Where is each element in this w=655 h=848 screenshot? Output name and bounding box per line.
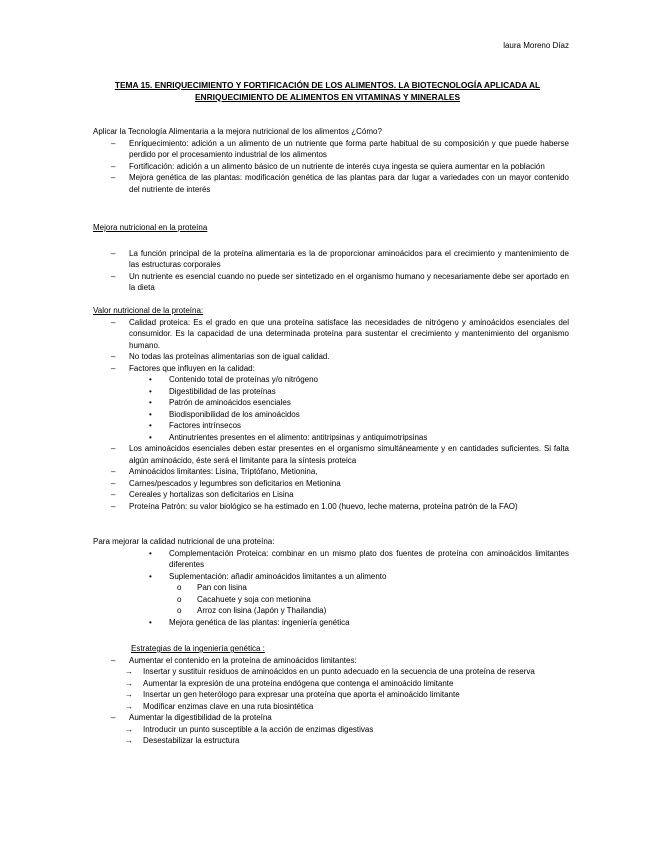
dash-marker: – bbox=[111, 248, 116, 258]
dash-marker: – bbox=[111, 138, 116, 148]
circle-marker: o bbox=[177, 583, 182, 592]
section-heading: Valor nutricional de la proteína: bbox=[93, 306, 204, 315]
circle-marker: o bbox=[177, 606, 182, 615]
list-item: – Carnes/pescados y legumbres son deficitarios en Metionina bbox=[111, 478, 341, 488]
factor-item: • Contenido total de proteínas y/o nitrógeno bbox=[149, 375, 318, 384]
dash-marker: – bbox=[111, 490, 116, 499]
bullet-item: • Complementación Proteica: combinar en un mismo plato dos fuentes de proteína con aminoácidos limitantes diferentes bbox=[149, 548, 569, 569]
list-item: – Cereales y hortalizas son deficitarios en Lisina bbox=[111, 490, 294, 499]
dash-marker: – bbox=[111, 713, 116, 722]
list-item: – Un nutriente es esencial cuando no puede ser sintetizado en el organismo humano y necesariamente debe ser aportado en la dieta bbox=[111, 271, 569, 292]
arrow-item: → Modificar enzimas clave en una ruta biosintética bbox=[125, 701, 314, 711]
dash-marker: – bbox=[111, 271, 116, 281]
dash-marker: – bbox=[111, 501, 116, 511]
dash-marker: – bbox=[111, 478, 116, 488]
list-item: – Proteína Patrón: su valor biológico se ha estimado en 1.00 (huevo, leche materna, proteína patrón de la FAO) bbox=[111, 501, 518, 511]
sub-item: o Cacahuete y soja con metionina bbox=[177, 594, 311, 604]
bullet-marker: • bbox=[149, 409, 152, 419]
arrow-icon: → bbox=[125, 724, 133, 734]
arrow-item: → Insertar y sustituir residuos de aminoácidos en un punto adecuado en la secuencia de una proteína de reserva bbox=[125, 667, 535, 676]
section-heading: Estrategias de la ingeniería genética : bbox=[131, 644, 265, 653]
section-valor-nutricional bbox=[93, 305, 569, 512]
circle-marker: o bbox=[177, 594, 182, 604]
list-item: – No todas las proteínas alimentarias son de igual calidad. bbox=[111, 352, 330, 361]
factor-item: • Antinutrientes presentes en el alimento: antitripsinas y antiquimotripsinas bbox=[149, 432, 428, 442]
bullet-marker: • bbox=[149, 398, 152, 407]
list-item: – Aumentar el contenido en la proteína de aminoácidos limitantes: bbox=[111, 655, 357, 665]
list-item: – Enriquecimiento: adición a un alimento de un nutriente que forma parte habitual de su composición y que puede haberse perdido por el procesamiento industrial de los alimentos bbox=[111, 138, 569, 159]
sub-item: o Arroz con lisina (Japón y Thailandia) bbox=[177, 606, 327, 615]
section-mejorar-calidad bbox=[93, 536, 569, 628]
arrow-icon: → bbox=[125, 736, 133, 745]
bullet-item: • Suplementación: añadir aminoácidos limitantes a un alimento bbox=[149, 571, 387, 581]
list-item: – Aumentar la digestibilidad de la proteína bbox=[111, 713, 272, 722]
author-name: laura Moreno Díaz bbox=[503, 41, 569, 50]
arrow-item: → Introducir un punto susceptible a la acción de enzimas digestivas bbox=[125, 724, 374, 734]
bullet-marker: • bbox=[149, 548, 152, 558]
bullet-marker: • bbox=[149, 375, 152, 384]
arrow-item: → Desestabilizar la estructura bbox=[125, 736, 240, 745]
dash-marker: – bbox=[111, 173, 116, 182]
list-item: – La función principal de la proteína alimentaria es la de proporcionar aminoácidos para el crecimiento y mantenimiento de las estructuras corporales bbox=[111, 248, 569, 269]
dash-marker: – bbox=[111, 317, 116, 327]
bullet-marker: • bbox=[149, 617, 152, 627]
dash-marker: – bbox=[111, 444, 116, 453]
list-item: – Calidad proteica: Es el grado en que una proteína satisface las necesidades de nitrógeno y aminoácidos esenciales del consumidor. Es la capacidad de una determinada proteína para sustentar el crecimiento y mantenimiento del organismo humano. bbox=[111, 317, 569, 350]
title-line: ENRIQUECIMIENTO DE ALIMENTOS EN VITAMINAS Y MINERALES bbox=[194, 91, 461, 102]
arrow-icon: → bbox=[125, 667, 133, 676]
bullet-marker: • bbox=[149, 386, 152, 396]
factor-item: • Factores intrínsecos bbox=[149, 421, 242, 430]
list-item: – Fortificación: adición a un alimento básico de un nutriente de interés cuya ingesta se quiera aumentar en la población bbox=[111, 161, 545, 171]
list-item: – Aminoácidos limitantes: Lisina, Triptófano, Metionina, bbox=[111, 467, 318, 476]
bullet-item: • Mejora genética de las plantas: ingeniería genética bbox=[149, 617, 350, 627]
page-title bbox=[70, 80, 585, 103]
bullet-marker: • bbox=[149, 421, 152, 430]
arrow-item: → Aumentar la expresión de una proteína endógena que contenga el aminoácido limitante bbox=[125, 678, 454, 688]
section-heading: Mejora nutricional en la proteína bbox=[93, 223, 208, 232]
title-line: TEMA 15. ENRIQUECIMIENTO Y FORTIFICACIÓN DE LOS ALIMENTOS. LA BIOTECNOLOGÍA APLICADA AL bbox=[114, 80, 541, 90]
factor-item: • Biodisponibilidad de los aminoácidos bbox=[149, 409, 300, 419]
section-aplicar bbox=[93, 126, 569, 195]
bullet-marker: • bbox=[149, 571, 152, 581]
list-item: – Los aminoácidos esenciales deben estar presentes en el organismo simultáneamente y en cantidades suficientes. Si falta algún aminoácido, éste será el limitante para la síntesis proteica bbox=[111, 444, 569, 465]
factor-item: • Digestibilidad de las proteínas bbox=[149, 386, 276, 396]
list-item: – Mejora genética de las plantas: modificación genética de las plantas para dar lugar a variedades con un mayor contenido del nutriente de interés bbox=[111, 173, 569, 194]
dash-marker: – bbox=[111, 352, 116, 361]
dash-marker: – bbox=[111, 655, 116, 665]
section-ingenieria-genetica bbox=[93, 643, 569, 747]
dash-marker: – bbox=[111, 161, 116, 171]
arrow-icon: → bbox=[125, 690, 133, 699]
arrow-item: → Insertar un gen heterólogo para expresar una proteína que aporta el aminoácido limitante bbox=[125, 690, 460, 699]
dash-marker: – bbox=[111, 363, 116, 373]
section-heading: Aplicar la Tecnología Alimentaria a la mejora nutricional de los alimentos ¿Cómo? bbox=[93, 127, 382, 136]
bullet-marker: • bbox=[149, 432, 152, 442]
arrow-icon: → bbox=[125, 701, 133, 711]
factor-item: • Patrón de aminoácidos esenciales bbox=[149, 398, 291, 407]
arrow-icon: → bbox=[125, 678, 133, 688]
dash-marker: – bbox=[111, 467, 116, 476]
sub-item: o Pan con lisina bbox=[177, 583, 247, 592]
section-mejora-proteina bbox=[93, 222, 569, 294]
section-heading: Para mejorar la calidad nutricional de una proteína: bbox=[93, 537, 275, 546]
list-item: – Factores que influyen en la calidad: bbox=[111, 363, 255, 373]
